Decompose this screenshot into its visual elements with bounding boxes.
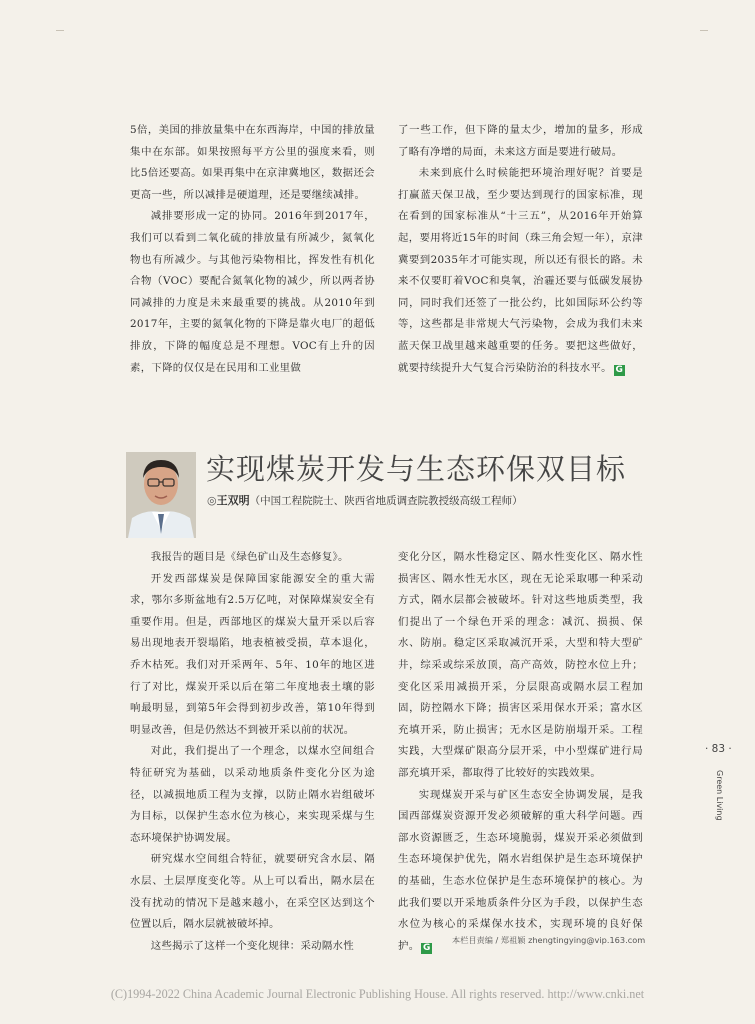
paragraph: 减排要形成一定的协同。2016年到2017年，我们可以看到二氧化硫的排放量有所减少，氮氧化物也有所减少。与其他污染物相比，挥发性有机化合物（VOC）要配合氮氧化物的减少，所以两者协同减排的力度是未来最重要的挑战。从2010年到2017年，主要的氮氧化物的下降是靠火电厂的超低排放，下降的幅度总是不理想。VOC有上升的因素，下降的仅仅是在民用和工业里做 bbox=[130, 210, 375, 374]
article-end-mark: G bbox=[423, 942, 431, 953]
paragraph: 我报告的题目是《绿色矿山及生态修复》。 bbox=[150, 551, 349, 563]
paragraph: 对此，我们提出了一个理念，以煤水空间组合特征研究为基础，以采动地质条件变化分区为途径，以减损地质工程为支撑，以防止隔水岩组破坏为目标，以保护生态水位为核心，来实现采煤与生态环境保护协调发展。 bbox=[130, 745, 375, 844]
author-name: 王双明 bbox=[216, 494, 250, 507]
article-title: 实现煤炭开发与生态环保双目标 bbox=[206, 452, 627, 486]
lower-article-right-column bbox=[398, 547, 646, 957]
lower-article-left-column bbox=[130, 547, 375, 957]
paragraph-text: 未来到底什么时候能把环境治理好呢？首要是打赢蓝天保卫战，至少要达到现行的国家标准，现在看到的国家标准从“十三五”，从2016年开始算起，要用将近15年的时间（珠三角会短一年），京津冀要到2035年才可能实现，所以还有很长的路。未来不仅要盯着VOC和臭氧，治霾还要与低碳发展协同，同时我们还签了一批公约，比如国际环公约等等，这些都是非常规大气污染物，会成为我们未来蓝天保卫战里越来越重要的任务。要把这些做好，就要持续提升大气复合污染防治的科技水平。 bbox=[398, 167, 643, 374]
paragraph: 了一些工作，但下降的量太少，增加的量多，形成了略有净增的局面，未来这方面是要进行破局。 bbox=[398, 124, 643, 158]
copyright-notice: (C)1994-2022 China Academic Journal Electronic Publishing House. All rights reserved. http://www.cnki.net bbox=[110, 987, 645, 1001]
upper-article-left-column bbox=[130, 120, 375, 379]
author-affiliation: （中国工程院院士、陕西省地质调查院教授级高级工程师） bbox=[249, 495, 523, 507]
byline bbox=[207, 492, 523, 508]
author-portrait-illustration bbox=[126, 452, 196, 538]
crop-mark bbox=[56, 30, 64, 31]
section-name: Green Living bbox=[715, 770, 724, 821]
paragraph: 变化分区，隔水性稳定区、隔水性变化区、隔水性损害区、隔水性无水区，现在无论采取哪一种采动方式，隔水层都会被破坏。针对这些地质类型，我们提出了一个绿色开采的理念：减沉、损损、保水、防崩。稳定区采取减沉开采，大型和特大型矿井，综采或综采放顶，高产高效，防控水位上升；变化区采用减损开采，分层限高或隔水层工程加固，防控隔水下降；损害区采用保水开采；富水区充填开采，防止损害；无水区是防崩塌开采。工程实践，大型煤矿限高分层开采，中小型煤矿进行局部充填开采，都取得了比较好的实践效果。 bbox=[398, 551, 643, 779]
byline-marker: ◎ bbox=[207, 494, 217, 507]
paragraph: 这些揭示了这样一个变化规律：采动隔水性 bbox=[150, 939, 354, 952]
paragraph bbox=[398, 163, 643, 379]
paragraph-text: 实现煤炭开采与矿区生态安全协调发展，是我国西部煤炭资源开发必须破解的重大科学问题。西部水资源匮乏，生态环境脆弱，煤炭开采必须做到生态环境保护优先，隔水岩组保护是生态环境保护的基础，生态水位保护是生态环境保护的核心。为此我们要以开采地质条件分区为手段，以保护生态水位为核心的采煤保水技术，实现环境的良好保护。 bbox=[398, 788, 643, 952]
author-portrait bbox=[126, 452, 196, 538]
page-number: · 83 · bbox=[705, 743, 732, 755]
editor-credit: 本栏目责编 / 郑祖颖 zhengtingying@vip.163.com bbox=[452, 935, 646, 945]
article-end-mark: G bbox=[615, 364, 624, 375]
paragraph: 5倍，美国的排放量集中在东西海岸，中国的排放量集中在东部。如果按照每平方公里的强度来看，则比5倍还要高。如果再集中在京津冀地区，数据还会更高一些，所以减排是硬道理，还是要继续减排。 bbox=[130, 124, 375, 201]
upper-article-right-column bbox=[398, 120, 643, 379]
paragraph: 研究煤水空间组合特征，就要研究含水层、隔水层、土层厚度变化等。从上可以看出，隔水层在没有扰动的情况下是越来越小，在采空区达到这个位置以后，隔水层就被破坏掉。 bbox=[130, 853, 375, 931]
paragraph bbox=[398, 785, 646, 958]
crop-mark bbox=[700, 30, 708, 31]
paragraph: 开发西部煤炭是保障国家能源安全的重大需求，鄂尔多斯盆地有2.5万亿吨，对保障煤炭安全有重要作用。但是，西部地区的煤炭大量开采以后容易出现地表开裂塌陷，地表植被受损，草本退化，乔木枯死。我们对开采两年、5年、10年的地区进行了对比，煤炭开采以后在第二年度地表土壤的影响最明显，到第5年会得到初步改善，第10年得到明显改善，但是仍然达不到被开采以前的状况。 bbox=[130, 572, 375, 736]
